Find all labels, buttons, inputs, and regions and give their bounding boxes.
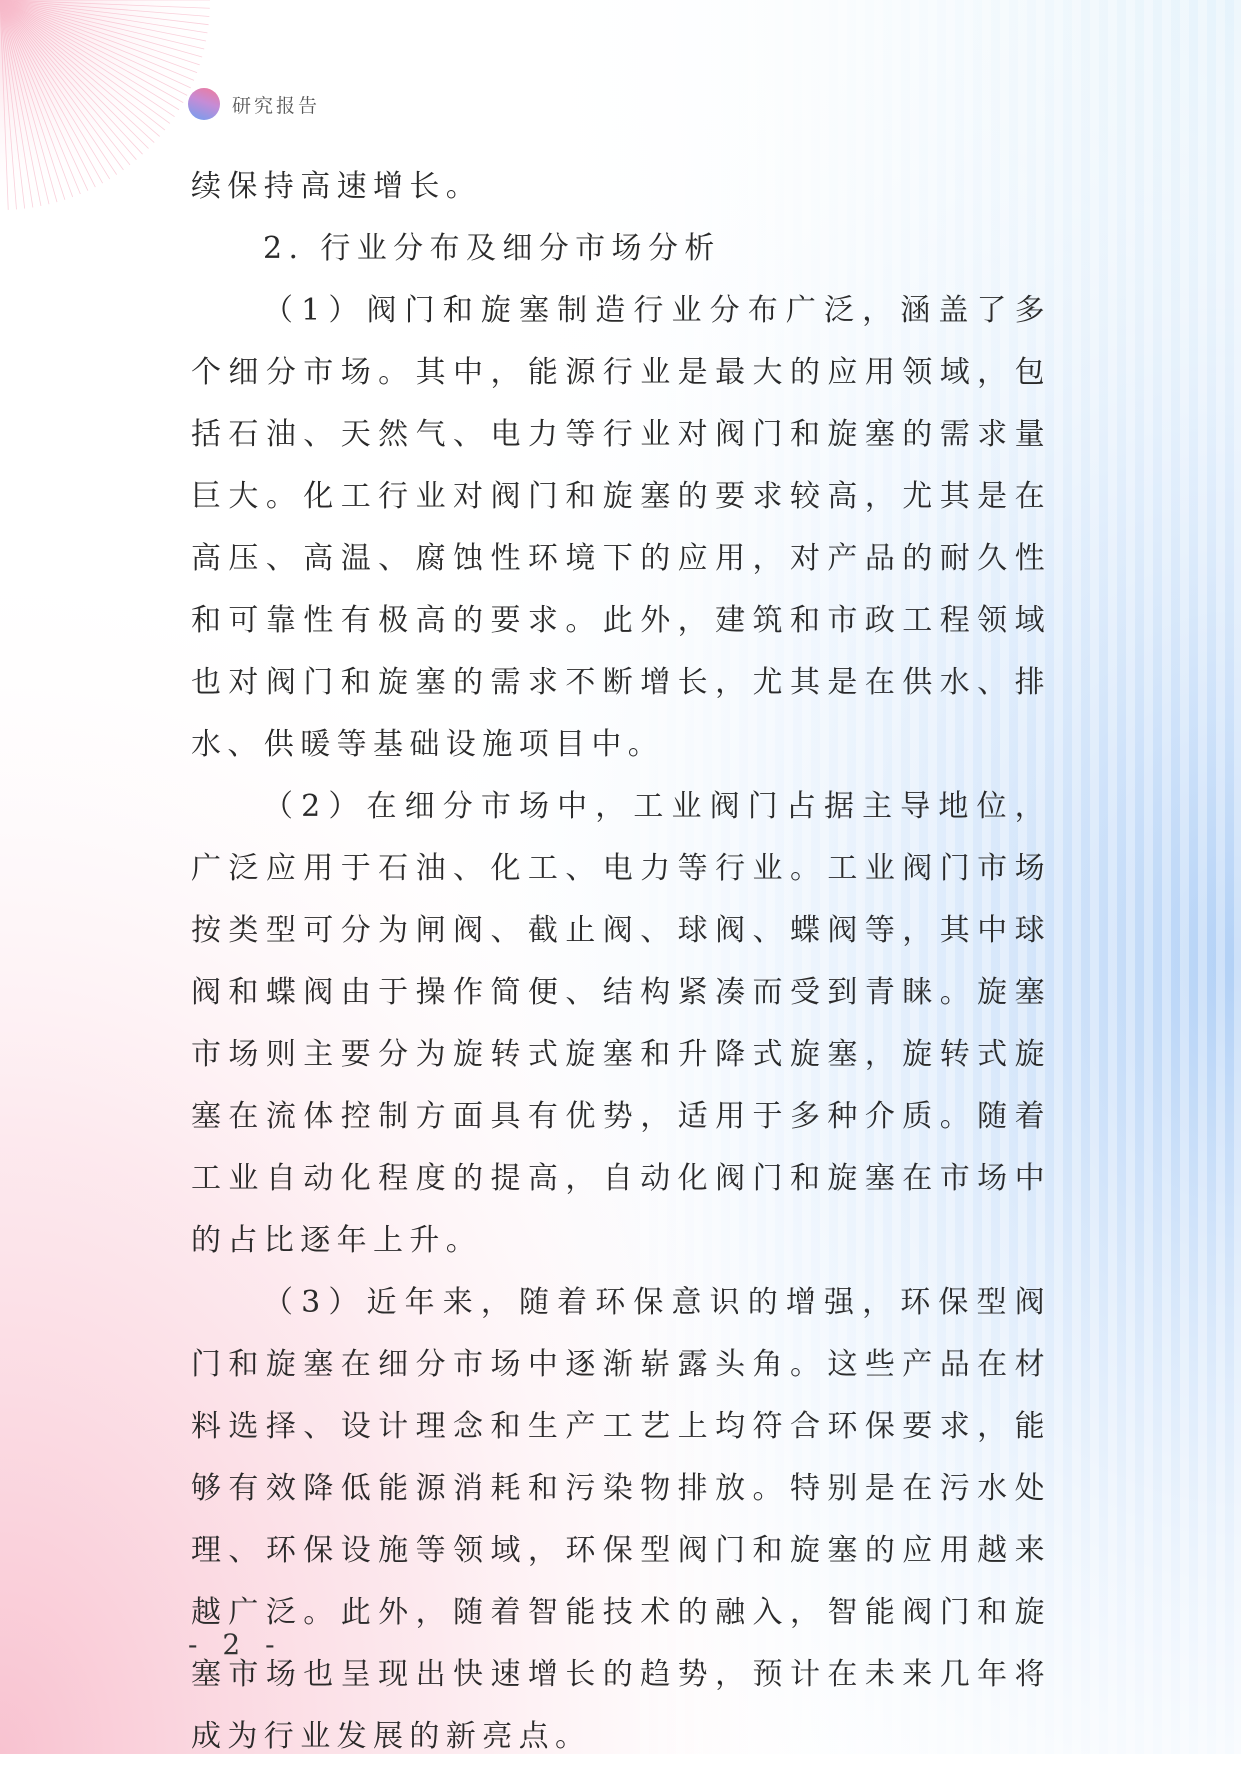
document-body xyxy=(191,156,1051,1768)
background-stripe xyxy=(1126,0,1135,1754)
background-stripe xyxy=(1144,0,1153,1754)
background-stripe xyxy=(1234,0,1241,1754)
paragraph-3: （3）近年来，随着环保意识的增强，环保型阀门和旋塞在细分市场中逐渐崭露头角。这些产品在材料选择、设计理念和生产工艺上均符合环保要求，能够有效降低能源消耗和污染物排放。特别是在污水处理、环保设施等领域，环保型阀门和旋塞的应用越来越广泛。此外，随着智能技术的融入，智能阀门和旋塞市场也呈现出快速增长的趋势，预计在未来几年将成为行业发展的新亮点。 xyxy=(191,1285,1051,1754)
report-header xyxy=(188,87,320,121)
header-title: 研究报告 xyxy=(232,94,321,117)
background-stripe xyxy=(1162,0,1171,1754)
background-stripe xyxy=(1108,0,1117,1754)
background-stripe xyxy=(1072,0,1081,1754)
page-number: - 2 - xyxy=(188,1628,283,1661)
background-stripe xyxy=(1054,0,1063,1754)
background-stripe xyxy=(1198,0,1207,1754)
background-stripe xyxy=(1180,0,1189,1754)
background-stripe xyxy=(1216,0,1225,1754)
section-heading: 2. 行业分布及细分市场分析 xyxy=(263,231,721,266)
background-stripe xyxy=(1090,0,1099,1754)
report-logo-icon xyxy=(188,88,220,120)
paragraph-1: （1）阀门和旋塞制造行业分布广泛，涵盖了多个细分市场。其中，能源行业是最大的应用领域，包括石油、天然气、电力等行业对阀门和旋塞的需求量巨大。化工行业对阀门和旋塞的要求较高，尤其是在高压、高温、腐蚀性环境下的应用，对产品的耐久性和可靠性有极高的要求。此外，建筑和市政工程领域也对阀门和旋塞的需求不断增长，尤其是在供水、排水、供暖等基础设施项目中。 xyxy=(191,293,1051,762)
paragraph-2: （2）在细分市场中，工业阀门占据主导地位，广泛应用于石油、化工、电力等行业。工业阀门市场按类型可分为闸阀、截止阀、球阀、蝶阀等，其中球阀和蝶阀由于操作简便、结构紧凑而受到青睐。旋塞市场则主要分为旋转式旋塞和升降式旋塞，旋转式旋塞在流体控制方面具有优势，适用于多种介质。随着工业自动化程度的提高，自动化阀门和旋塞在市场中的占比逐年上升。 xyxy=(191,789,1051,1258)
continuation-text: 续保持高速增长。 xyxy=(191,169,483,204)
